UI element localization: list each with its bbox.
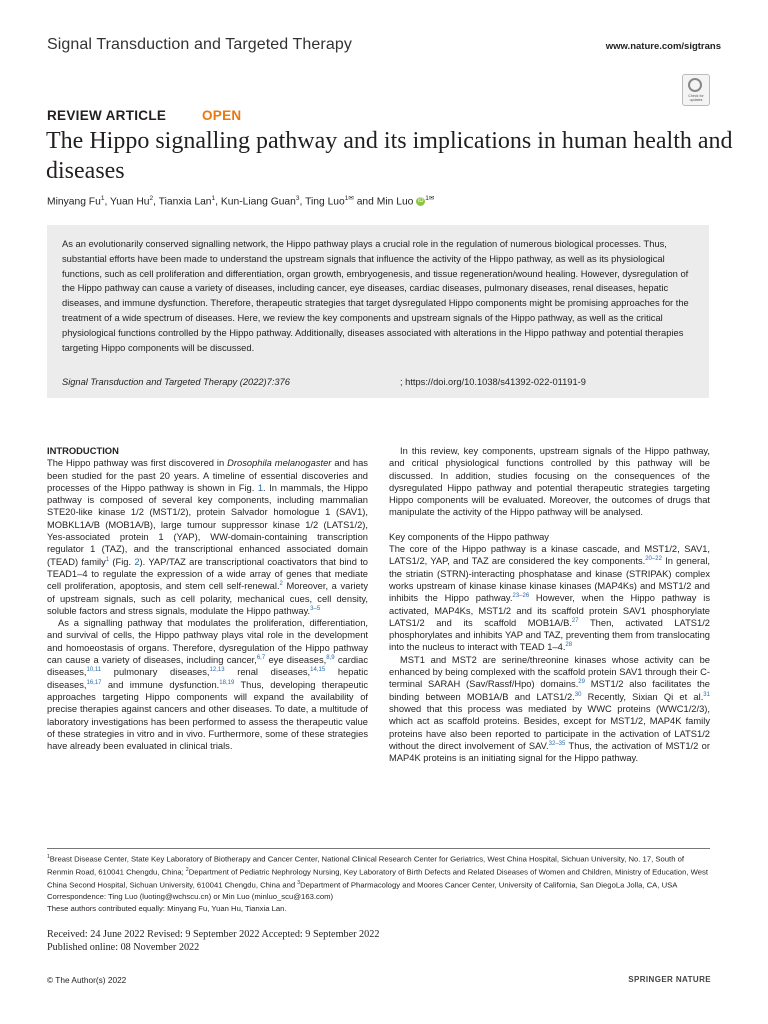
- reference-link[interactable]: 1: [105, 556, 110, 563]
- author-name[interactable]: Yuan Hu: [109, 196, 150, 208]
- intro-paragraph-2: As a signalling pathway that modulates the proliferation, differentiation, and survival of cells, the Hippo pathway plays vital role in the development and homoeostasis of organs. Therefore, dysregulation of the Hippo pathway can cause a variety of diseases, including cancer,$^{6,7}$ eye diseases,$^{8,9}$ cardiac diseases,$^{10,11}$ pulmonary diseases,$^{12,13}$ renal diseases,$^{14,15}$ hepatic diseases,$^{16,17}$ and immune dysfunction.$^{18,19}$ Thus, developing therapeutic approaches targeting Hippo components will expand the availability of precise therapies against cancers and other diseases. To date, a multitude of laboratory investigations has been performed to assess the therapeutic value of these strategies in vitro and in vivo. Furthermore, some of these strategies have already been evaluated in clinical trials.: [47, 618, 368, 752]
- author-name[interactable]: Minyang Fu: [47, 196, 101, 208]
- abstract-box: [47, 225, 709, 398]
- article-type: REVIEW ARTICLE: [47, 108, 167, 123]
- received-revised-accepted: Received: 24 June 2022 Revised: 9 September 2022 Accepted: 9 September 2022: [47, 929, 380, 940]
- affiliation-marker: 1✉: [425, 195, 435, 202]
- reference-link[interactable]: 3–5: [310, 605, 321, 612]
- reference-link[interactable]: 6,7: [256, 654, 266, 661]
- reference-link[interactable]: 14,15: [310, 667, 326, 674]
- affiliation-marker: 1: [100, 195, 105, 202]
- right-column: [389, 445, 710, 764]
- citation: Signal Transduction and Targeted Therapy (2022)7:376: [62, 377, 290, 387]
- equal-contribution-note: These authors contributed equally: Minyang Fu, Yuan Hu, Tianxia Lan.: [47, 904, 287, 914]
- reference-link[interactable]: 28: [565, 642, 573, 649]
- article-title: The Hippo signalling pathway and its implications in human health and diseases: [46, 128, 733, 184]
- intro-paragraph-1: The Hippo pathway was first discovered in Drosophila melanogaster and has been studied for the past 20 years. A timeline of essential discoveries and processes of the Hippo pathway is shown in Fig. 1. In mammals, the Hippo pathway is composed of several key components, including mammalian STE20-like kinase 1/2 (MST1/2), protein Salvador homologue 1 (SAV1), MOBKL1A/B (MOB1A/B), large tumour suppressor kinase 1/2 (LATS1/2), Yes-associated protein 1 (YAP), WW-domain-containing transcription regulator 1 (TAZ), and the transcriptional enhanced associated domain (TEAD) family$^1$ (Fig. 2). YAP/TAZ are transcriptional coactivators that bind to TEAD1–4 to regulate the expression of a wide array of genes that mediate cell proliferation, apoptosis, and stem cell self-renewal.$^2$ Moreover, a variety of upstream signals, such as cell polarity, mechanical cues, cell density, soluble factors and stress signals, modulate the Hippo pathway.$^{3-5}$: [47, 458, 368, 616]
- correspondence-note: Correspondence: Ting Luo (luoting@wchscu.cn) or Min Luo (minluo_scu@163.com): [47, 892, 334, 902]
- key-components-paragraph-1: The core of the Hippo pathway is a kinase cascade, and MST1/2, SAV1, LATS1/2, YAP, and TAZ are considered the key components.$^{20-22}$ In general, the striatin (STRN)-interacting phosphatase and kinase (STRIPAK) complex works upstream of kinase kinase kinase kinases (MAP4Ks) and MST1/2 and inhibits the Hippo pathway.$^{23-26}$ However, when the Hippo pathway is activated, MAP4Ks, MST1/2 and its scaffold protein SAV1 phosphorylate LATS1/2 and its scaffold MOB1A/B.$^{27}$ Then, activated LATS1/2 phosphorylates and inhibits YAP and TAZ, preventing them from translocating into the nucleus to interact with TEAD 1–4.28: [389, 544, 711, 653]
- footnote-divider: [47, 848, 710, 849]
- reference-link[interactable]: 27: [571, 617, 579, 624]
- affiliation-marker: 1✉: [344, 195, 354, 202]
- review-scope-paragraph: In this review, key components, upstream signals of the Hippo pathway, and critical physiological functions controlled by this pathway will be discussed. In addition, studies focusing on the consequences of the dysregulated Hippo pathway and potential therapeutic strategies targeting Hippo components will be evaluated. Moreover, the outcomes of drugs that manipulate the activity of the Hippo pathway will be analysed.: [389, 446, 710, 518]
- abstract-text: As an evolutionarily conserved signalling network, the Hippo pathway plays a crucial role in the regulation of numerous biological processes. Thus, substantial efforts have been made to understand the upstream signals that influence the activity of the Hippo pathway, as well as its physiological functions, such as cell proliferation and differentiation, organ growth, embryogenesis, and tissue regeneration/wound healing. However, dysregulation of the Hippo pathway can cause a variety of diseases, including cancer, eye diseases, cardiac diseases, pulmonary diseases, renal diseases, hepatic diseases, and immune dysfunction. Therefore, therapeutic strategies that target dysregulated Hippo components might be promising approaches for the treatment of a wide spectrum of diseases. Here, we review the key components and upstream signals of the Hippo pathway, as well as the critical physiological functions controlled by the Hippo pathway. Additionally, diseases associated with alterations in the Hippo pathway and potential therapies targeting Hippo components will be discussed.: [62, 239, 689, 353]
- journal-url-link[interactable]: www.nature.com/sigtrans: [605, 41, 721, 52]
- left-column: [47, 445, 368, 752]
- key-components-paragraph-2: MST1 and MST2 are serine/threonine kinases whose activity can be enhanced by being complexed with the scaffold protein SAV1 through their C-terminal SARAH (Sav/Rassf/Hpo) domains.$^{29}$ MST1/2 also facilitates the binding between MOB1A/B and LATS1/2.30 Recently, Sixian Qi et al.$^{31}$ showed that this process was mediated by WWC proteins (WWC1/2/3), which act as scaffold proteins. Besides, except for MST1/2, MAP4K family proteins have also been reported to participate in the activation of LATS1/2 without the direct involvement of SAV.$^{32-35}$ Thus, the activation of MST1/2 or MAP4K proteins is an initiating signal for the Hippo pathway.: [389, 654, 710, 764]
- check-for-updates-badge[interactable]: [682, 74, 710, 106]
- reference-link[interactable]: 32–35: [548, 740, 566, 747]
- author-name[interactable]: Ting Luo: [305, 196, 345, 208]
- author-name[interactable]: Min Luo: [376, 196, 414, 208]
- published-online: Published online: 08 November 2022: [47, 941, 200, 953]
- affiliations-text: $^1$Breast Disease Center, State Key Laboratory of Biotherapy and Cancer Center, National Clinical Research Center for Geriatrics, West China Hospital, Sichuan University, No. 17, South of Renmin Road, 610041 Chengdu, China; $^2$Department of Pediatric Nephrology Nursing, Key Laboratory of Birth Defects and Related Diseases of Women and Children, Ministry of Education, West China Second Hospital, Sichuan University, 610041 Chengdu, China and $^3$Department of Pharmacology and Moores Cancer Center, University of California, San DiegoLa Jolla, CA, USA: [47, 854, 708, 890]
- open-access-label: OPEN: [202, 108, 242, 123]
- reference-link[interactable]: 10,11: [86, 667, 102, 674]
- affiliations-footnote: [47, 852, 711, 915]
- section-heading-introduction: INTRODUCTION: [47, 445, 119, 456]
- reference-link[interactable]: 8,9: [326, 654, 335, 661]
- reference-link[interactable]: 12,13: [209, 667, 225, 674]
- doi-link[interactable]: ; https://doi.org/10.1038/s41392-022-01191-9: [400, 377, 586, 387]
- author-name[interactable]: Tianxia Lan: [158, 196, 212, 208]
- reference-link[interactable]: 23–26: [512, 593, 530, 600]
- reference-link[interactable]: 29: [578, 679, 585, 686]
- author-list: Minyang Fu$^1$, Yuan Hu$^2$, Tianxia Lan$^1$, Kun-Liang Guan$^3$, Ting Luo$^{1✉}$ and Min Luo iD $^{1✉}$: [47, 195, 435, 208]
- copyright: © The Author(s) 2022: [47, 975, 127, 985]
- publication-dates: [47, 929, 379, 954]
- reference-link[interactable]: 20–22: [645, 556, 662, 563]
- affiliation-marker: 2: [149, 195, 154, 202]
- affiliation-marker: 1: [211, 195, 216, 202]
- reference-link[interactable]: 16,17: [86, 679, 102, 686]
- check-updates-label: Check for updates: [688, 94, 704, 102]
- affiliation-marker: 3: [295, 195, 300, 202]
- orcid-icon[interactable]: iD: [417, 198, 424, 205]
- figure-link[interactable]: 1: [257, 482, 264, 493]
- reference-link[interactable]: 18,19: [219, 679, 235, 686]
- author-name[interactable]: Kun-Liang Guan: [220, 196, 296, 208]
- author-conjunction: and: [356, 196, 374, 208]
- publisher-logo: SPRINGER NATURE: [628, 975, 711, 984]
- reference-link[interactable]: 30: [574, 691, 582, 698]
- subsection-heading: Key components of the Hippo pathway: [389, 531, 549, 542]
- check-updates-icon: [688, 78, 702, 92]
- figure-link[interactable]: 2: [134, 556, 140, 567]
- reference-link[interactable]: 2: [279, 581, 283, 588]
- reference-link[interactable]: 31: [703, 691, 710, 698]
- journal-name: Signal Transduction and Targeted Therapy: [47, 36, 352, 53]
